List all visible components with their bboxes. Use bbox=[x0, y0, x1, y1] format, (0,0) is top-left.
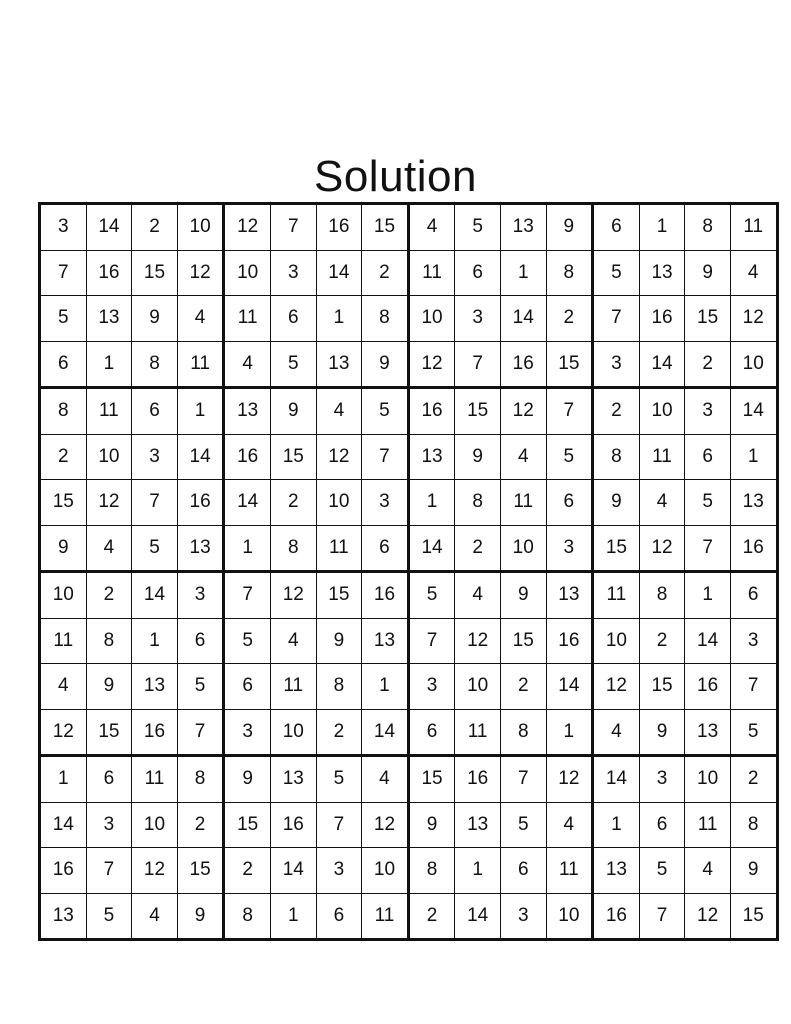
sudoku-cell: 11 bbox=[270, 664, 316, 710]
sudoku-cell: 12 bbox=[685, 893, 731, 940]
sudoku-cell: 4 bbox=[685, 848, 731, 894]
sudoku-cell: 15 bbox=[86, 709, 132, 756]
sudoku-cell: 3 bbox=[132, 434, 178, 480]
sudoku-cell: 14 bbox=[224, 480, 271, 526]
sudoku-cell: 7 bbox=[546, 388, 593, 435]
sudoku-cell: 5 bbox=[40, 296, 87, 342]
sudoku-cell: 11 bbox=[408, 250, 455, 296]
sudoku-cell: 4 bbox=[224, 341, 271, 388]
sudoku-cell: 12 bbox=[40, 709, 87, 756]
sudoku-cell: 15 bbox=[685, 296, 731, 342]
sudoku-cell: 9 bbox=[224, 756, 271, 803]
sudoku-cell: 13 bbox=[685, 709, 731, 756]
sudoku-cell: 7 bbox=[500, 756, 546, 803]
sudoku-cell: 1 bbox=[408, 480, 455, 526]
sudoku-cell: 14 bbox=[408, 525, 455, 572]
sudoku-cell: 15 bbox=[455, 388, 501, 435]
sudoku-cell: 3 bbox=[639, 756, 685, 803]
sudoku-cell: 6 bbox=[639, 802, 685, 848]
sudoku-cell: 9 bbox=[132, 296, 178, 342]
sudoku-cell: 8 bbox=[270, 525, 316, 572]
sudoku-cell: 4 bbox=[408, 204, 455, 251]
sudoku-cell: 5 bbox=[500, 802, 546, 848]
sudoku-cell: 8 bbox=[40, 388, 87, 435]
sudoku-cell: 16 bbox=[685, 664, 731, 710]
sudoku-cell: 10 bbox=[270, 709, 316, 756]
sudoku-cell: 15 bbox=[730, 893, 777, 940]
sudoku-cell: 8 bbox=[639, 572, 685, 619]
sudoku-cell: 13 bbox=[455, 802, 501, 848]
sudoku-cell: 16 bbox=[270, 802, 316, 848]
sudoku-cell: 11 bbox=[639, 434, 685, 480]
sudoku-cell: 9 bbox=[40, 525, 87, 572]
sudoku-cell: 9 bbox=[86, 664, 132, 710]
sudoku-cell: 3 bbox=[316, 848, 362, 894]
sudoku-cell: 1 bbox=[730, 434, 777, 480]
sudoku-cell: 14 bbox=[593, 756, 640, 803]
sudoku-cell: 3 bbox=[270, 250, 316, 296]
sudoku-cell: 14 bbox=[316, 250, 362, 296]
sudoku-cell: 5 bbox=[177, 664, 224, 710]
sudoku-cell: 9 bbox=[408, 802, 455, 848]
sudoku-cell: 11 bbox=[730, 204, 777, 251]
sudoku-cell: 14 bbox=[270, 848, 316, 894]
sudoku-cell: 5 bbox=[362, 388, 409, 435]
sudoku-cell: 15 bbox=[500, 618, 546, 664]
sudoku-cell: 11 bbox=[40, 618, 87, 664]
sudoku-cell: 9 bbox=[316, 618, 362, 664]
sudoku-cell: 1 bbox=[132, 618, 178, 664]
sudoku-cell: 13 bbox=[132, 664, 178, 710]
sudoku-cell: 2 bbox=[40, 434, 87, 480]
sudoku-cell: 15 bbox=[639, 664, 685, 710]
sudoku-cell: 11 bbox=[316, 525, 362, 572]
sudoku-cell: 4 bbox=[546, 802, 593, 848]
sudoku-cell: 7 bbox=[177, 709, 224, 756]
sudoku-cell: 15 bbox=[316, 572, 362, 619]
sudoku-cell: 11 bbox=[86, 388, 132, 435]
sudoku-cell: 2 bbox=[86, 572, 132, 619]
sudoku-cell: 14 bbox=[455, 893, 501, 940]
sudoku-cell: 12 bbox=[316, 434, 362, 480]
sudoku-cell: 12 bbox=[132, 848, 178, 894]
sudoku-cell: 15 bbox=[40, 480, 87, 526]
sudoku-cell: 7 bbox=[40, 250, 87, 296]
sudoku-cell: 16 bbox=[639, 296, 685, 342]
sudoku-cell: 11 bbox=[362, 893, 409, 940]
sudoku-cell: 8 bbox=[132, 341, 178, 388]
sudoku-cell: 6 bbox=[316, 893, 362, 940]
sudoku-cell: 10 bbox=[730, 341, 777, 388]
sudoku-cell: 2 bbox=[546, 296, 593, 342]
sudoku-cell: 10 bbox=[408, 296, 455, 342]
sudoku-cell: 14 bbox=[546, 664, 593, 710]
sudoku-cell: 14 bbox=[685, 618, 731, 664]
sudoku-cell: 5 bbox=[455, 204, 501, 251]
sudoku-cell: 10 bbox=[177, 204, 224, 251]
sudoku-cell: 7 bbox=[685, 525, 731, 572]
sudoku-cell: 6 bbox=[270, 296, 316, 342]
sudoku-cell: 15 bbox=[224, 802, 271, 848]
sudoku-cell: 2 bbox=[408, 893, 455, 940]
sudoku-cell: 4 bbox=[730, 250, 777, 296]
sudoku-cell: 9 bbox=[362, 341, 409, 388]
sudoku-cell: 8 bbox=[224, 893, 271, 940]
sudoku-cell: 15 bbox=[177, 848, 224, 894]
sudoku-cell: 13 bbox=[270, 756, 316, 803]
sudoku-cell: 14 bbox=[362, 709, 409, 756]
sudoku-cell: 7 bbox=[86, 848, 132, 894]
sudoku-cell: 1 bbox=[86, 341, 132, 388]
sudoku-cell: 10 bbox=[500, 525, 546, 572]
sudoku-cell: 12 bbox=[177, 250, 224, 296]
sudoku-row bbox=[40, 480, 778, 526]
sudoku-cell: 11 bbox=[500, 480, 546, 526]
sudoku-cell: 3 bbox=[685, 388, 731, 435]
sudoku-cell: 6 bbox=[362, 525, 409, 572]
sudoku-row bbox=[40, 618, 778, 664]
sudoku-cell: 5 bbox=[593, 250, 640, 296]
sudoku-cell: 13 bbox=[362, 618, 409, 664]
sudoku-cell: 6 bbox=[132, 388, 178, 435]
sudoku-cell: 10 bbox=[86, 434, 132, 480]
sudoku-cell: 14 bbox=[132, 572, 178, 619]
sudoku-cell: 2 bbox=[455, 525, 501, 572]
sudoku-cell: 4 bbox=[40, 664, 87, 710]
sudoku-cell: 2 bbox=[685, 341, 731, 388]
sudoku-cell: 7 bbox=[316, 802, 362, 848]
sudoku-cell: 6 bbox=[500, 848, 546, 894]
sudoku-cell: 7 bbox=[224, 572, 271, 619]
sudoku-cell: 7 bbox=[408, 618, 455, 664]
sudoku-cell: 10 bbox=[362, 848, 409, 894]
sudoku-grid-container bbox=[38, 202, 764, 926]
sudoku-cell: 15 bbox=[593, 525, 640, 572]
sudoku-cell: 5 bbox=[685, 480, 731, 526]
sudoku-cell: 4 bbox=[270, 618, 316, 664]
sudoku-cell: 16 bbox=[455, 756, 501, 803]
sudoku-cell: 16 bbox=[730, 525, 777, 572]
sudoku-cell: 4 bbox=[455, 572, 501, 619]
sudoku-cell: 12 bbox=[224, 204, 271, 251]
sudoku-cell: 13 bbox=[730, 480, 777, 526]
sudoku-cell: 5 bbox=[86, 893, 132, 940]
sudoku-grid-body bbox=[40, 204, 778, 940]
sudoku-cell: 1 bbox=[362, 664, 409, 710]
sudoku-cell: 7 bbox=[593, 296, 640, 342]
sudoku-grid bbox=[38, 202, 779, 941]
sudoku-cell: 8 bbox=[408, 848, 455, 894]
sudoku-cell: 2 bbox=[362, 250, 409, 296]
sudoku-row bbox=[40, 250, 778, 296]
sudoku-cell: 14 bbox=[639, 341, 685, 388]
sudoku-cell: 1 bbox=[593, 802, 640, 848]
sudoku-cell: 11 bbox=[132, 756, 178, 803]
sudoku-cell: 2 bbox=[177, 802, 224, 848]
sudoku-cell: 14 bbox=[730, 388, 777, 435]
sudoku-cell: 2 bbox=[224, 848, 271, 894]
sudoku-cell: 1 bbox=[224, 525, 271, 572]
sudoku-cell: 12 bbox=[362, 802, 409, 848]
page-title: Solution bbox=[313, 152, 477, 202]
sudoku-cell: 7 bbox=[132, 480, 178, 526]
sudoku-cell: 5 bbox=[546, 434, 593, 480]
sudoku-cell: 10 bbox=[639, 388, 685, 435]
sudoku-cell: 14 bbox=[500, 296, 546, 342]
sudoku-cell: 7 bbox=[639, 893, 685, 940]
sudoku-cell: 8 bbox=[500, 709, 546, 756]
sudoku-cell: 16 bbox=[500, 341, 546, 388]
sudoku-cell: 3 bbox=[362, 480, 409, 526]
sudoku-cell: 15 bbox=[408, 756, 455, 803]
sudoku-cell: 6 bbox=[455, 250, 501, 296]
sudoku-cell: 4 bbox=[132, 893, 178, 940]
sudoku-cell: 2 bbox=[730, 756, 777, 803]
sudoku-cell: 10 bbox=[132, 802, 178, 848]
sudoku-cell: 11 bbox=[177, 341, 224, 388]
sudoku-cell: 16 bbox=[362, 572, 409, 619]
sudoku-cell: 9 bbox=[685, 250, 731, 296]
sudoku-cell: 3 bbox=[730, 618, 777, 664]
sudoku-cell: 8 bbox=[86, 618, 132, 664]
sudoku-row bbox=[40, 572, 778, 619]
sudoku-cell: 12 bbox=[500, 388, 546, 435]
sudoku-cell: 16 bbox=[224, 434, 271, 480]
sudoku-cell: 10 bbox=[40, 572, 87, 619]
sudoku-cell: 1 bbox=[40, 756, 87, 803]
sudoku-cell: 10 bbox=[224, 250, 271, 296]
sudoku-row bbox=[40, 893, 778, 940]
sudoku-cell: 1 bbox=[177, 388, 224, 435]
sudoku-cell: 12 bbox=[455, 618, 501, 664]
sudoku-cell: 8 bbox=[593, 434, 640, 480]
sudoku-cell: 9 bbox=[546, 204, 593, 251]
sudoku-cell: 6 bbox=[685, 434, 731, 480]
sudoku-cell: 16 bbox=[546, 618, 593, 664]
sudoku-cell: 3 bbox=[593, 341, 640, 388]
sudoku-cell: 4 bbox=[86, 525, 132, 572]
sudoku-cell: 14 bbox=[86, 204, 132, 251]
sudoku-cell: 12 bbox=[639, 525, 685, 572]
sudoku-cell: 10 bbox=[593, 618, 640, 664]
sudoku-cell: 11 bbox=[593, 572, 640, 619]
sudoku-cell: 16 bbox=[408, 388, 455, 435]
sudoku-cell: 2 bbox=[639, 618, 685, 664]
sudoku-cell: 13 bbox=[593, 848, 640, 894]
sudoku-cell: 12 bbox=[86, 480, 132, 526]
sudoku-cell: 13 bbox=[546, 572, 593, 619]
sudoku-cell: 10 bbox=[546, 893, 593, 940]
sudoku-row bbox=[40, 388, 778, 435]
sudoku-cell: 6 bbox=[224, 664, 271, 710]
sudoku-row bbox=[40, 204, 778, 251]
sudoku-cell: 13 bbox=[408, 434, 455, 480]
sudoku-cell: 8 bbox=[685, 204, 731, 251]
sudoku-cell: 15 bbox=[546, 341, 593, 388]
sudoku-cell: 12 bbox=[408, 341, 455, 388]
sudoku-cell: 4 bbox=[639, 480, 685, 526]
sudoku-row bbox=[40, 802, 778, 848]
sudoku-cell: 3 bbox=[40, 204, 87, 251]
sudoku-cell: 12 bbox=[730, 296, 777, 342]
sudoku-cell: 7 bbox=[270, 204, 316, 251]
sudoku-cell: 2 bbox=[500, 664, 546, 710]
sudoku-cell: 3 bbox=[455, 296, 501, 342]
sudoku-cell: 2 bbox=[593, 388, 640, 435]
sudoku-cell: 4 bbox=[316, 388, 362, 435]
sudoku-cell: 5 bbox=[270, 341, 316, 388]
sudoku-cell: 4 bbox=[362, 756, 409, 803]
sudoku-cell: 1 bbox=[270, 893, 316, 940]
sudoku-cell: 13 bbox=[177, 525, 224, 572]
sudoku-cell: 6 bbox=[86, 756, 132, 803]
sudoku-cell: 6 bbox=[546, 480, 593, 526]
sudoku-cell: 4 bbox=[593, 709, 640, 756]
sudoku-cell: 13 bbox=[224, 388, 271, 435]
sudoku-cell: 1 bbox=[546, 709, 593, 756]
sudoku-cell: 3 bbox=[224, 709, 271, 756]
sudoku-cell: 5 bbox=[132, 525, 178, 572]
sudoku-cell: 4 bbox=[500, 434, 546, 480]
sudoku-cell: 6 bbox=[593, 204, 640, 251]
sudoku-cell: 10 bbox=[455, 664, 501, 710]
sudoku-row bbox=[40, 756, 778, 803]
sudoku-cell: 2 bbox=[132, 204, 178, 251]
sudoku-cell: 15 bbox=[270, 434, 316, 480]
sudoku-cell: 3 bbox=[177, 572, 224, 619]
sudoku-cell: 9 bbox=[730, 848, 777, 894]
sudoku-cell: 10 bbox=[685, 756, 731, 803]
sudoku-cell: 8 bbox=[455, 480, 501, 526]
sudoku-row bbox=[40, 709, 778, 756]
sudoku-cell: 13 bbox=[316, 341, 362, 388]
sudoku-cell: 12 bbox=[546, 756, 593, 803]
sudoku-cell: 8 bbox=[177, 756, 224, 803]
sudoku-cell: 5 bbox=[224, 618, 271, 664]
sudoku-row bbox=[40, 434, 778, 480]
sudoku-cell: 13 bbox=[500, 204, 546, 251]
sudoku-cell: 9 bbox=[455, 434, 501, 480]
sudoku-row bbox=[40, 341, 778, 388]
sudoku-cell: 7 bbox=[362, 434, 409, 480]
sudoku-row bbox=[40, 848, 778, 894]
sudoku-cell: 9 bbox=[500, 572, 546, 619]
sudoku-cell: 14 bbox=[177, 434, 224, 480]
sudoku-cell: 3 bbox=[546, 525, 593, 572]
sudoku-cell: 13 bbox=[40, 893, 87, 940]
sudoku-cell: 12 bbox=[593, 664, 640, 710]
sudoku-cell: 11 bbox=[224, 296, 271, 342]
sudoku-cell: 5 bbox=[639, 848, 685, 894]
sudoku-cell: 1 bbox=[316, 296, 362, 342]
sudoku-cell: 16 bbox=[316, 204, 362, 251]
sudoku-cell: 13 bbox=[639, 250, 685, 296]
sudoku-cell: 5 bbox=[316, 756, 362, 803]
sudoku-cell: 15 bbox=[362, 204, 409, 251]
sudoku-cell: 8 bbox=[730, 802, 777, 848]
sudoku-cell: 9 bbox=[177, 893, 224, 940]
sudoku-cell: 4 bbox=[177, 296, 224, 342]
sudoku-cell: 6 bbox=[408, 709, 455, 756]
sudoku-cell: 1 bbox=[500, 250, 546, 296]
sudoku-row bbox=[40, 296, 778, 342]
sudoku-cell: 12 bbox=[270, 572, 316, 619]
sudoku-cell: 11 bbox=[546, 848, 593, 894]
sudoku-cell: 15 bbox=[132, 250, 178, 296]
sudoku-cell: 6 bbox=[177, 618, 224, 664]
sudoku-cell: 16 bbox=[132, 709, 178, 756]
sudoku-row bbox=[40, 525, 778, 572]
sudoku-cell: 16 bbox=[86, 250, 132, 296]
sudoku-cell: 9 bbox=[593, 480, 640, 526]
sudoku-cell: 16 bbox=[177, 480, 224, 526]
sudoku-cell: 6 bbox=[40, 341, 87, 388]
sudoku-cell: 7 bbox=[730, 664, 777, 710]
sudoku-cell: 5 bbox=[408, 572, 455, 619]
sudoku-cell: 16 bbox=[40, 848, 87, 894]
sudoku-cell: 10 bbox=[316, 480, 362, 526]
sudoku-cell: 9 bbox=[270, 388, 316, 435]
sudoku-cell: 2 bbox=[270, 480, 316, 526]
sudoku-cell: 1 bbox=[685, 572, 731, 619]
sudoku-cell: 8 bbox=[316, 664, 362, 710]
sudoku-cell: 8 bbox=[546, 250, 593, 296]
sudoku-cell: 3 bbox=[86, 802, 132, 848]
sudoku-cell: 6 bbox=[730, 572, 777, 619]
sudoku-cell: 2 bbox=[316, 709, 362, 756]
sudoku-cell: 1 bbox=[639, 204, 685, 251]
sudoku-cell: 3 bbox=[408, 664, 455, 710]
sudoku-cell: 14 bbox=[40, 802, 87, 848]
sudoku-cell: 9 bbox=[639, 709, 685, 756]
sudoku-cell: 5 bbox=[730, 709, 777, 756]
sudoku-cell: 16 bbox=[593, 893, 640, 940]
sudoku-cell: 3 bbox=[500, 893, 546, 940]
sudoku-cell: 11 bbox=[685, 802, 731, 848]
sudoku-cell: 8 bbox=[362, 296, 409, 342]
sudoku-row bbox=[40, 664, 778, 710]
sudoku-cell: 1 bbox=[455, 848, 501, 894]
sudoku-cell: 7 bbox=[455, 341, 501, 388]
sudoku-cell: 11 bbox=[455, 709, 501, 756]
sudoku-cell: 13 bbox=[86, 296, 132, 342]
